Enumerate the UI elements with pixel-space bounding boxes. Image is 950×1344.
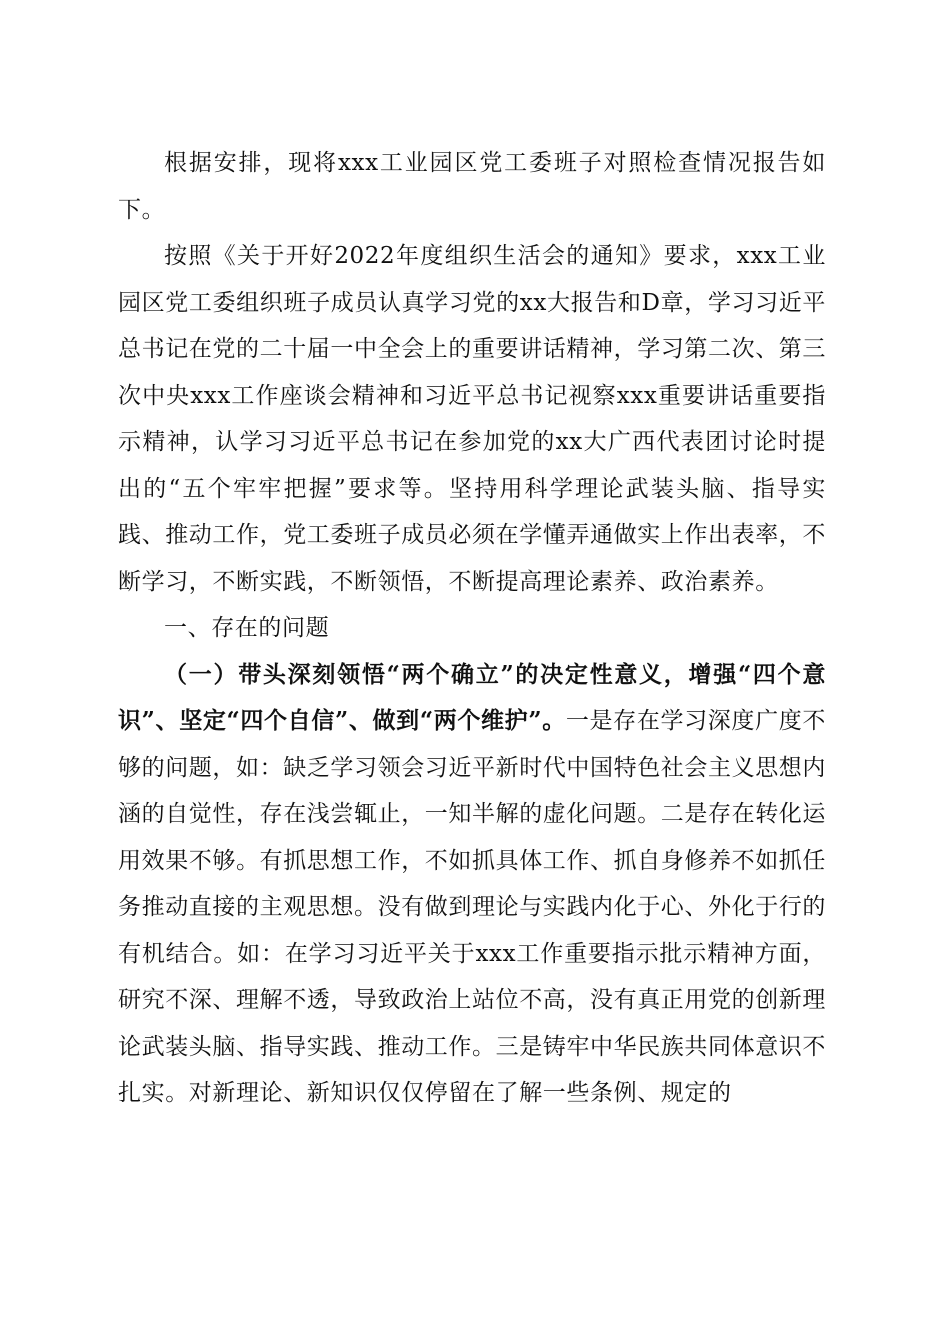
problem-item-1 bbox=[118, 652, 826, 1117]
problem-item-1-body: 一是存在学习深度广度不够的问题，如：缺乏学习领会习近平新时代中国特色社会主义思想内涵的自觉性，存在浅尝辄止，一知半解的虚化问题。二是存在转化运用效果不够。有抓思想工作，不如抓具体工作、抓自身修养不如抓任务推动直接的主观思想。没有做到理论与实践内化于心、外化于行的有机结合。如：在学习习近平关于xxx工作重要指示批示精神方面，研究不深、理解不透，导致政治上站位不高，没有真正用党的创新理论武装头脑、指导实践、推动工作。三是铸牢中华民族共同体意识不扎实。对新理论、新知识仅仅停留在了解一些条例、规定的 bbox=[118, 708, 826, 1106]
problem-item-1-lead: （一）带头深刻领悟“两个确立”的决定性意义，增强“四个意识”、坚定“四个自信”、做到“两个维护”。 bbox=[118, 660, 826, 734]
document-body bbox=[118, 140, 826, 1117]
intro-paragraph: 根据安排，现将xxx工业园区党工委班子对照检查情况报告如下。 bbox=[118, 150, 826, 223]
section-heading-problems: 一、存在的问题 bbox=[164, 615, 330, 641]
study-paragraph: 按照《关于开好2022年度组织生活会的通知》要求，xxx工业园区党工委组织班子成员认真学习党的xx大报告和D章，学习习近平总书记在党的二十届一中全会上的重要讲话精神，学习第二次、第三次中央xxx工作座谈会精神和习近平总书记视察xxx重要讲话重要指示精神，认学习习近平总书记在参加党的xx大广西代表团讨论时提出的“五个牢牢把握”要求等。坚持用科学理论武装头脑、指导实践、推动工作，党工委班子成员必须在学懂弄通做实上作出表率，不断学习，不断实践，不断领悟，不断提高理论素养、政治素养。 bbox=[118, 243, 826, 595]
